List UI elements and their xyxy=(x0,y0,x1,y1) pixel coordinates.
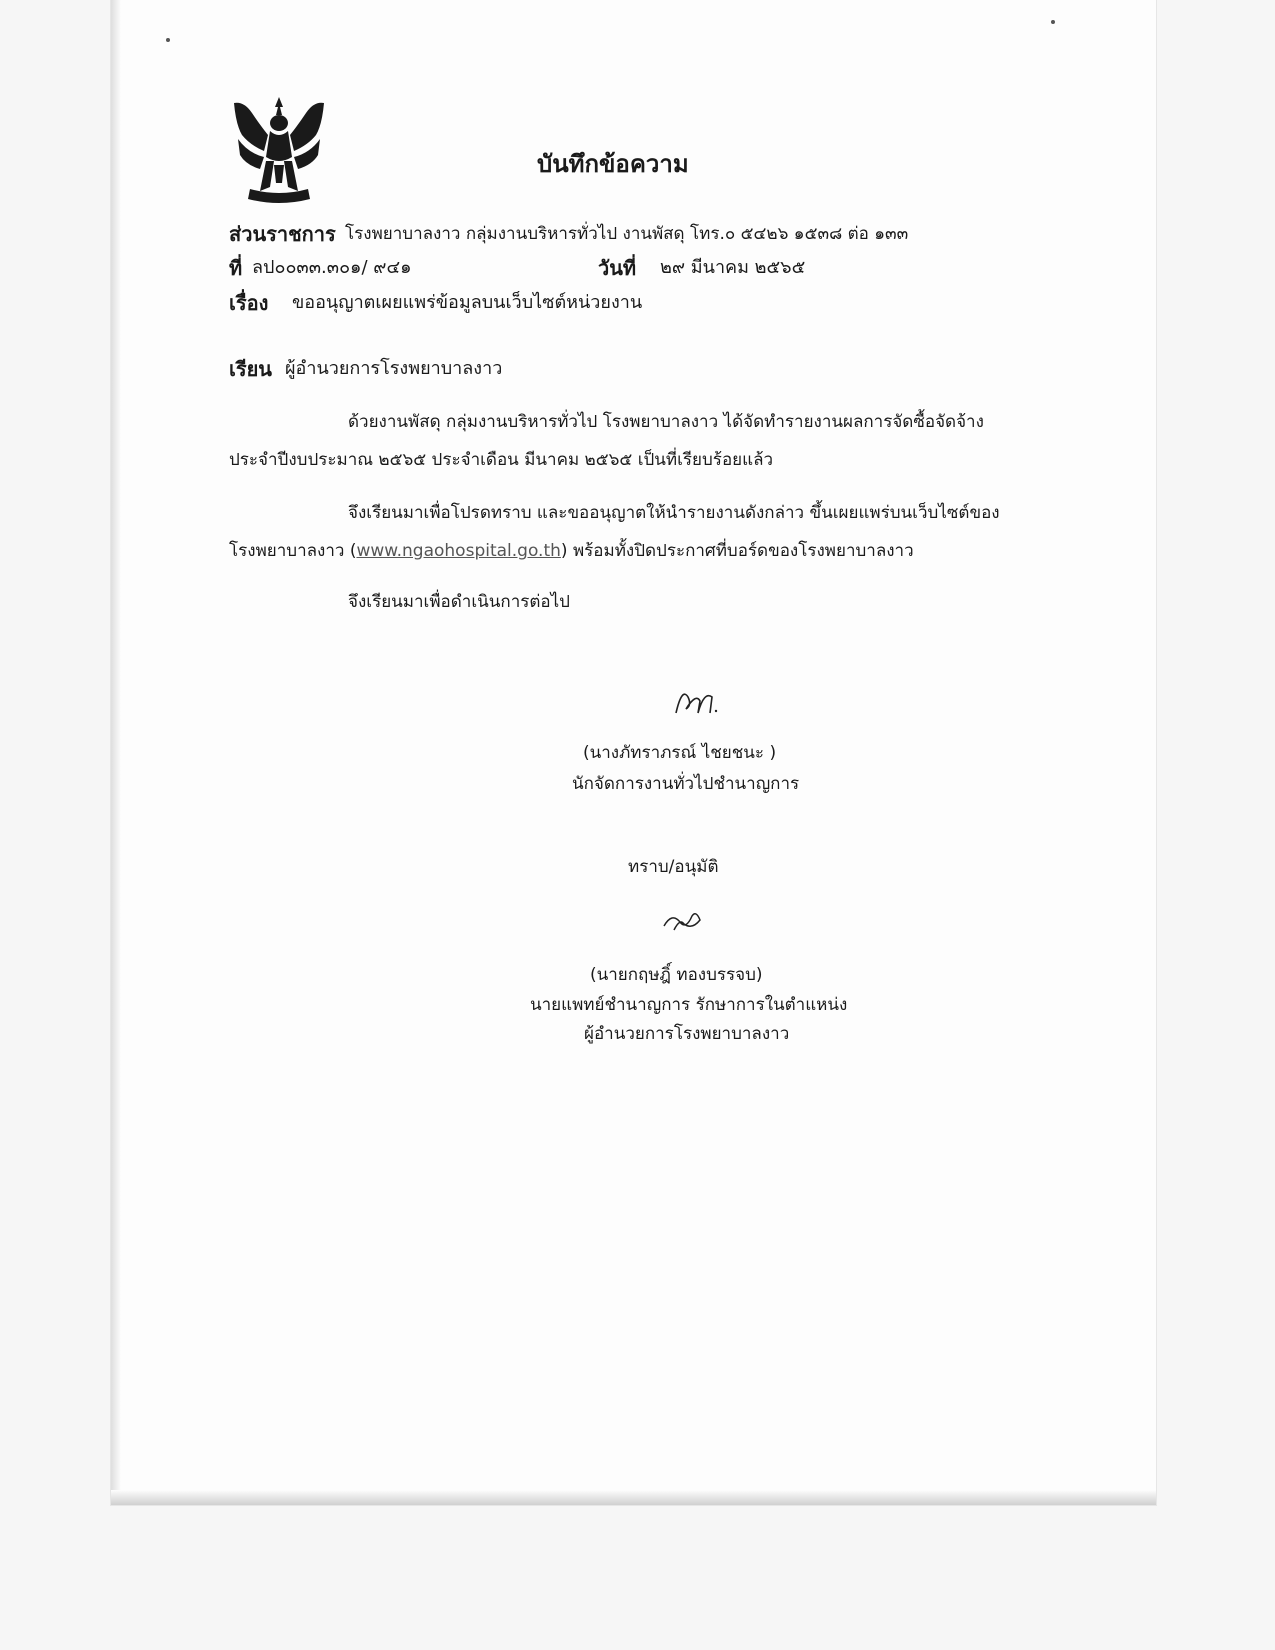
garuda-emblem-icon xyxy=(230,95,328,205)
body-paragraph-2-line-1: จึงเรียนมาเพื่อโปรดทราบ และขออนุญาตให้นำรายงานดังกล่าว ขึ้นเผยแพร่บนเว็บไซต์ของ xyxy=(348,503,1000,523)
website-link[interactable]: www.ngaohospital.go.th xyxy=(356,541,561,561)
signer-1-position: นักจัดการงานทั่วไปชำนาญการ xyxy=(572,774,800,794)
reference-label: ที่ xyxy=(229,256,243,280)
scan-shadow-left xyxy=(111,0,121,1505)
signer-2-name: (นายกฤษฎิ์ ทองบรรจบ) xyxy=(590,965,763,985)
reference-value: ลป๐๐๓๓.๓๐๑/ ๙๔๑ xyxy=(252,257,412,278)
body-paragraph-3: จึงเรียนมาเพื่อดำเนินการต่อไป xyxy=(348,592,570,612)
agency-label: ส่วนราชการ xyxy=(229,222,336,246)
approval-text: ทราบ/อนุมัติ xyxy=(628,857,719,877)
scan-shadow-bottom xyxy=(111,1490,1156,1505)
salutation-label: เรียน xyxy=(229,357,272,381)
signature-2-icon xyxy=(662,908,706,936)
body-paragraph-2-line-2 xyxy=(229,539,914,563)
body-paragraph-2-suffix: ) พร้อมทั้งปิดประกาศที่บอร์ดของโรงพยาบาลงาว xyxy=(560,541,914,561)
date-value: ๒๙ มีนาคม ๒๕๖๕ xyxy=(660,257,806,278)
document-title: บันทึกข้อความ xyxy=(537,150,689,178)
salutation-value: ผู้อำนวยการโรงพยาบาลงาว xyxy=(285,358,503,379)
subject-value: ขออนุญาตเผยแพร่ข้อมูลบนเว็บไซต์หน่วยงาน xyxy=(292,292,643,313)
body-paragraph-1-line-1: ด้วยงานพัสดุ กลุ่มงานบริหารทั่วไป โรงพยาบาลงาว ได้จัดทำรายงานผลการจัดซื้อจัดจ้าง xyxy=(348,412,984,432)
body-paragraph-1-line-2: ประจำปีงบประมาณ ๒๕๖๕ ประจำเดือน มีนาคม ๒๕๖๕ เป็นที่เรียบร้อยแล้ว xyxy=(229,450,774,470)
subject-label: เรื่อง xyxy=(229,291,269,315)
body-paragraph-2-prefix: โรงพยาบาลงาว ( xyxy=(229,541,357,561)
signer-2-position-2: ผู้อำนวยการโรงพยาบาลงาว xyxy=(584,1024,790,1044)
signature-1-icon xyxy=(672,683,720,719)
date-label: วันที่ xyxy=(598,256,637,280)
agency-value: โรงพยาบาลงาว กลุ่มงานบริหารทั่วไป งานพัสดุ โทร.๐ ๕๔๒๖ ๑๕๓๘ ต่อ ๑๓๓ xyxy=(345,224,909,244)
scan-speck xyxy=(1051,20,1055,24)
signer-1-name: (นางภัทราภรณ์ ไชยชนะ ) xyxy=(583,743,777,763)
scan-speck xyxy=(166,38,170,42)
signer-2-position-1: นายแพทย์ชำนาญการ รักษาการในตำแหน่ง xyxy=(530,995,848,1015)
